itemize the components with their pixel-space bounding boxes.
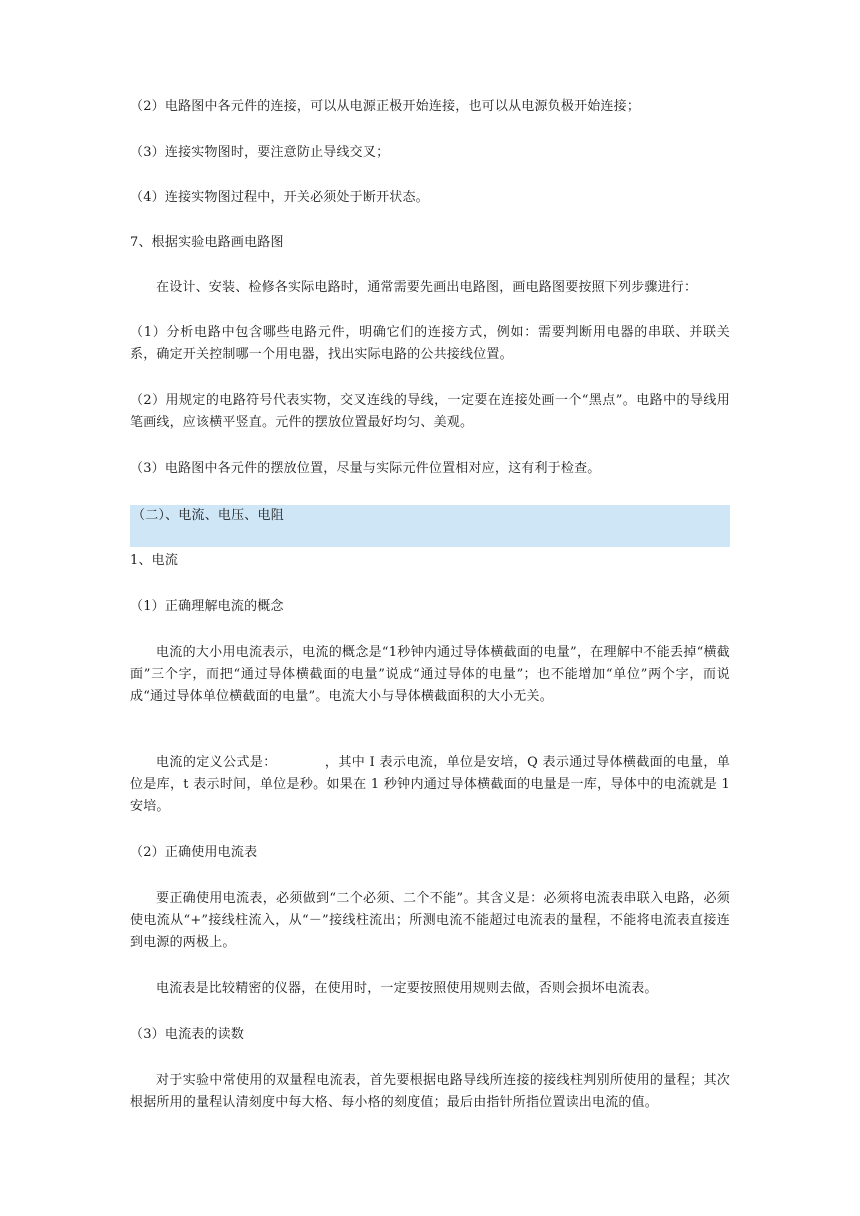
formula-intro: 电流的定义公式是： (156, 755, 277, 770)
formula-explanation: ，其中 I 表示电流，单位是安培，Q 表示通过导体横截面的电量，单位是库，t 表示时间，单位是秒。如果在 1 秒钟内通过导体横截面的电量是一库，导体中的电流就是 1 安培。 (130, 755, 730, 814)
drawing-intro: 在设计、安装、检修各实际电路时，通常需要先画出电路图，画电路图要按照下列步骤进行： (156, 280, 698, 295)
section-title: （二）、电流、电压、电阻 (132, 508, 284, 523)
ammeter-precision-paragraph: 电流表是比较精密的仪器，在使用时，一定要按照使用规则去做，否则会损坏电流表。 (156, 981, 658, 996)
current-concept-paragraph: 电流的大小用电流表示，电流的概念是“1秒钟内通过导体横截面的电量”，在理解中不能丢掉“横截面”三个字，而把“通过导体横截面的电量”说成“通过导体的电量”；也不能增加“单位”两个字，而说成“通过导体单位横截面的电量”。电流大小与导体横截面积的大小无关。 (130, 645, 730, 704)
ammeter-use-paragraph: 要正确使用电流表，必须做到“二个必须、二个不能”。其含义是：必须将电流表串联入电路，必须使电流从“+”接线柱流入，从“－”接线柱流出；所测电流不能超过电流表的量程，不能将电流表直接连到电源的两极上。 (130, 891, 730, 950)
heading-current: 1、电流 (130, 553, 179, 568)
ammeter-reading-heading: （3）电流表的读数 (130, 1027, 245, 1042)
connection-rule-2: （2）电路图中各元件的连接，可以从电源正极开始连接，也可以从电源负极开始连接； (130, 99, 641, 114)
drawing-step-2: （2）用规定的电路符号代表实物，交叉连线的导线，一定要在连接处画一个“黑点”。电路中的导线用笔画线，应该横平竖直。元件的摆放位置最好均匀、美观。 (130, 393, 730, 430)
connection-rule-3: （3）连接实物图时，要注意防止导线交叉； (130, 145, 390, 160)
drawing-step-3: （3）电路图中各元件的摆放位置，尽量与实际元件位置相对应，这有利于检查。 (130, 461, 601, 476)
heading-7: 7、根据实验电路画电路图 (130, 235, 284, 250)
ammeter-use-heading: （2）正确使用电流表 (130, 845, 258, 860)
document-page (130, 96, 730, 1114)
current-formula-paragraph (130, 752, 730, 818)
connection-rule-4: （4）连接实物图过程中，开关必须处于断开状态。 (130, 190, 429, 205)
drawing-step-1: （1）分析电路中包含哪些电路元件，明确它们的连接方式，例如：需要判断用电器的串联、并联关系，确定开关控制哪一个用电器，找出实际电路的公共接线位置。 (130, 325, 730, 362)
ammeter-reading-paragraph: 对于实验中常使用的双量程电流表，首先要根据电路导线所连接的接线柱判别所使用的量程；其次根据所用的量程认清刻度中每大格、每小格的刻度值；最后由指针所指位置读出电流的值。 (130, 1073, 730, 1110)
current-concept-heading: （1）正确理解电流的概念 (130, 599, 284, 614)
section-header-highlight (130, 505, 730, 547)
